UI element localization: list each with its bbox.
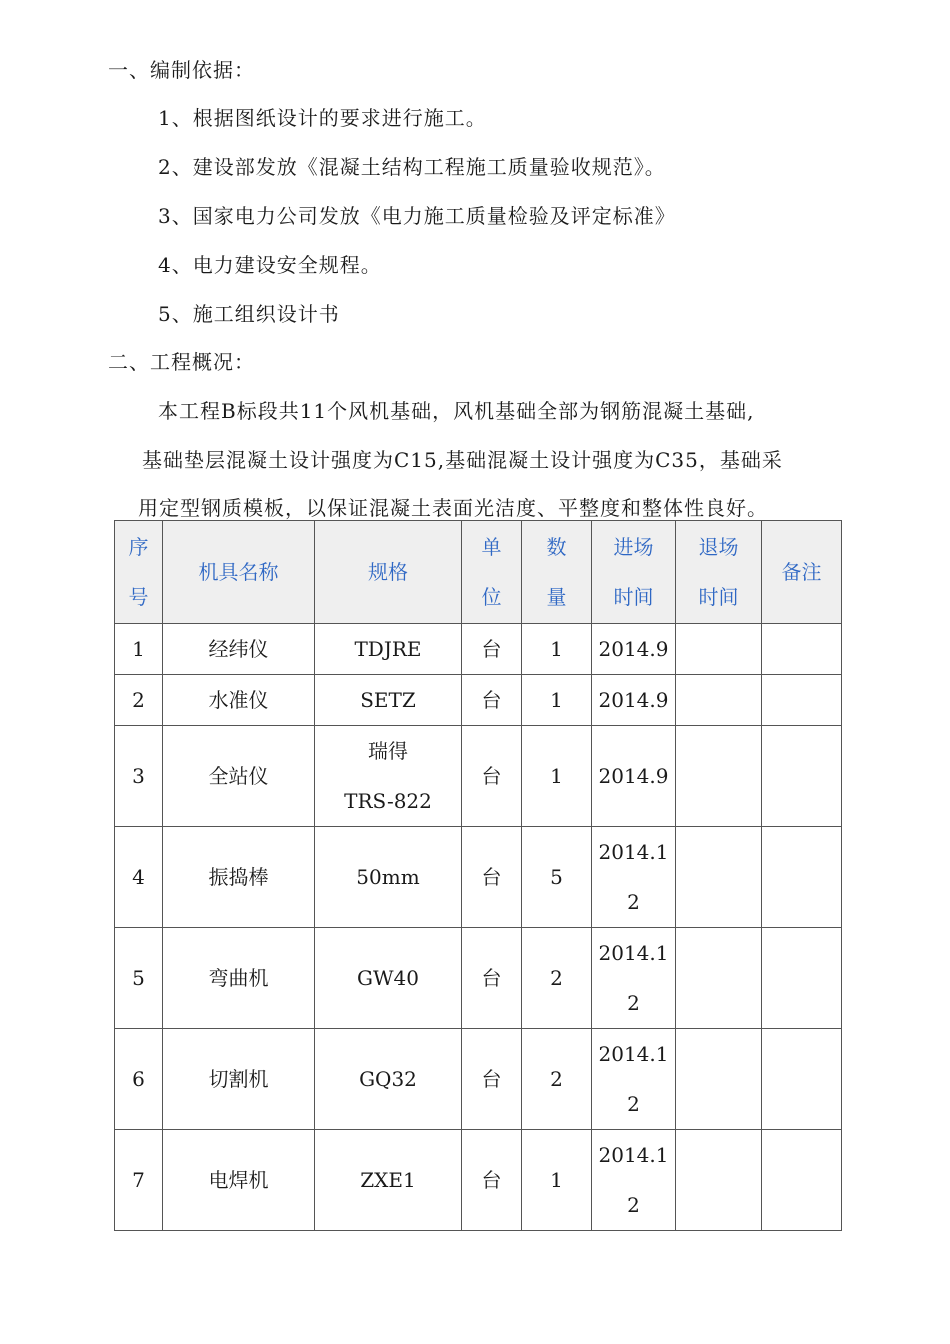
basis-item-4: 4、电力建设安全规程。 [158, 253, 382, 277]
header-text: 时间 [698, 585, 739, 609]
section1-heading: 一、编制依据： [108, 58, 255, 82]
cell-name: 弯曲机 [163, 928, 315, 1029]
basis-item-5: 5、施工组织设计书 [158, 302, 340, 326]
cell-unit: 台 [462, 726, 522, 827]
cell-unit: 台 [462, 675, 522, 726]
cell-out-time [676, 928, 762, 1029]
cell-no: 5 [115, 928, 163, 1029]
header-col-in-time [592, 521, 676, 624]
cell-name: 振捣棒 [163, 827, 315, 928]
cell-note [762, 675, 842, 726]
header-text: 序 [128, 535, 149, 559]
header-text: 机具名称 [198, 560, 279, 584]
cell-note [762, 726, 842, 827]
cell-qty: 5 [522, 827, 592, 928]
cell-note [762, 827, 842, 928]
cell-note [762, 1029, 842, 1130]
cell-qty: 1 [522, 726, 592, 827]
cell-qty: 1 [522, 624, 592, 675]
table-row [115, 726, 842, 827]
header-text: 单 [481, 535, 502, 559]
cell-no: 3 [115, 726, 163, 827]
cell-spec: SETZ [315, 675, 462, 726]
cell-name: 切割机 [163, 1029, 315, 1130]
cell-unit: 台 [462, 624, 522, 675]
cell-name: 经纬仪 [163, 624, 315, 675]
cell-qty: 2 [522, 1029, 592, 1130]
cell-spec: GW40 [315, 928, 462, 1029]
cell-name: 全站仪 [163, 726, 315, 827]
cell-out-time [676, 1130, 762, 1231]
cell-no: 7 [115, 1130, 163, 1231]
header-text: 时间 [613, 585, 654, 609]
cell-spec: 50mm [315, 827, 462, 928]
cell-in-time: 2014.9 [592, 675, 676, 726]
overview-line-1: 本工程B标段共11个风机基础，风机基础全部为钢筋混凝土基础, [158, 399, 755, 423]
cell-in-time: 2014.1 2 [592, 1029, 676, 1130]
header-text: 退场 [698, 535, 739, 559]
cell-unit: 台 [462, 827, 522, 928]
cell-no: 6 [115, 1029, 163, 1130]
header-col-out-time [676, 521, 762, 624]
cell-note [762, 928, 842, 1029]
cell-spec: ZXE1 [315, 1130, 462, 1231]
header-text: 进场 [613, 535, 654, 559]
cell-out-time [676, 726, 762, 827]
header-col-name [163, 521, 315, 624]
header-text: 量 [546, 585, 567, 609]
basis-item-3: 3、国家电力公司发放《电力施工质量检验及评定标准》 [158, 204, 676, 228]
cell-in-time: 2014.9 [592, 726, 676, 827]
cell-no: 2 [115, 675, 163, 726]
cell-note [762, 1130, 842, 1231]
cell-out-time [676, 675, 762, 726]
cell-name: 水准仪 [163, 675, 315, 726]
cell-unit: 台 [462, 1029, 522, 1130]
overview-line-3: 用定型钢质模板，以保证混凝土表面光洁度、平整度和整体性良好。 [138, 496, 768, 520]
cell-in-time: 2014.1 2 [592, 1130, 676, 1231]
table-row [115, 675, 842, 726]
cell-name: 电焊机 [163, 1130, 315, 1231]
cell-out-time [676, 624, 762, 675]
table-row [115, 624, 842, 675]
section2-heading: 二、工程概况： [108, 350, 255, 374]
table-row [115, 827, 842, 928]
cell-in-time: 2014.1 2 [592, 827, 676, 928]
cell-qty: 2 [522, 928, 592, 1029]
cell-unit: 台 [462, 928, 522, 1029]
cell-note [762, 624, 842, 675]
cell-spec: TDJRE [315, 624, 462, 675]
equipment-table [114, 520, 842, 1231]
cell-spec: GQ32 [315, 1029, 462, 1130]
table-row [115, 928, 842, 1029]
header-col-note [762, 521, 842, 624]
basis-item-1: 1、根据图纸设计的要求进行施工。 [158, 106, 487, 130]
cell-out-time [676, 1029, 762, 1130]
cell-unit: 台 [462, 1130, 522, 1231]
cell-in-time: 2014.9 [592, 624, 676, 675]
header-text: 规格 [368, 560, 408, 584]
header-col-unit [462, 521, 522, 624]
table-row [115, 1130, 842, 1231]
basis-item-2: 2、建设部发放《混凝土结构工程施工质量验收规范》。 [158, 155, 666, 179]
header-text: 备注 [781, 560, 822, 584]
cell-out-time [676, 827, 762, 928]
cell-in-time: 2014.1 2 [592, 928, 676, 1029]
cell-qty: 1 [522, 1130, 592, 1231]
header-col-qty [522, 521, 592, 624]
cell-spec: 瑞得 TRS-822 [315, 726, 462, 827]
header-text: 数 [546, 535, 567, 559]
cell-qty: 1 [522, 675, 592, 726]
header-col-no [115, 521, 163, 624]
table-header-row [115, 521, 842, 624]
header-text: 位 [481, 585, 502, 609]
cell-no: 4 [115, 827, 163, 928]
header-text: 号 [128, 585, 149, 609]
cell-no: 1 [115, 624, 163, 675]
overview-line-2: 基础垫层混凝土设计强度为C15,基础混凝土设计强度为C35，基础采 [142, 448, 783, 472]
header-col-spec [315, 521, 462, 624]
table-row [115, 1029, 842, 1130]
